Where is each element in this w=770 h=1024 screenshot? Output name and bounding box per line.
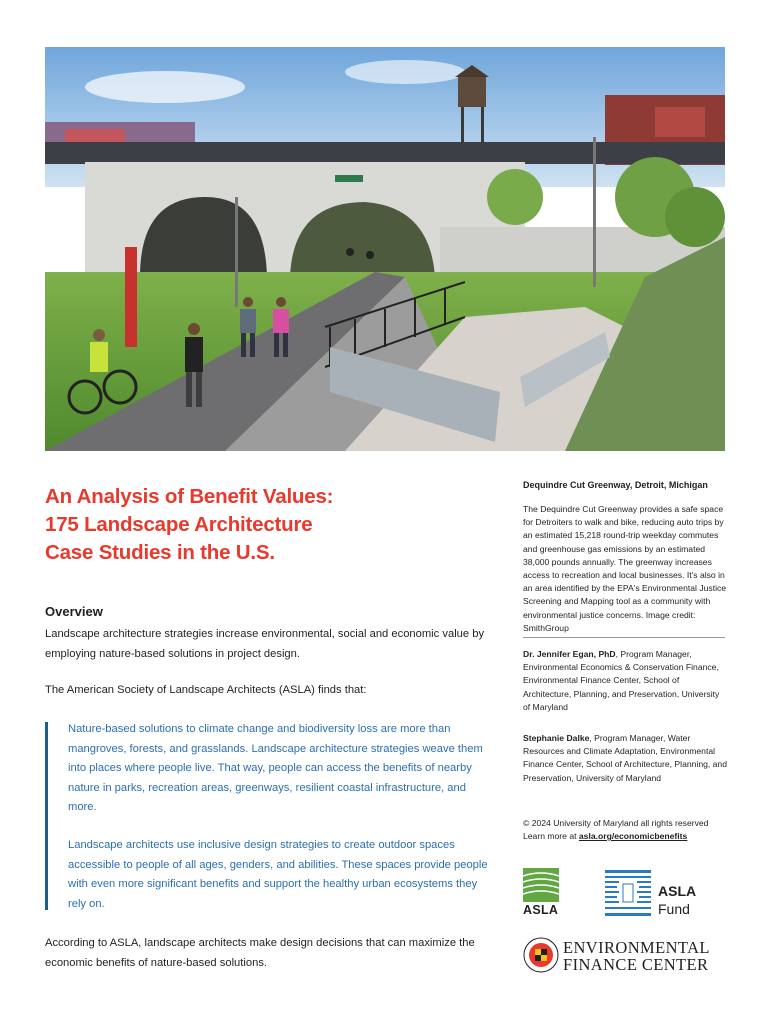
asla-mark-icon [523,868,559,902]
title-line-3: Case Studies in the U.S. [45,541,275,564]
quote-paragraph-2: Landscape architects use inclusive design strategies to create outdoor spaces accessible to people of all ages, genders, and abilities. These spaces provide people with even more significant benefits and support the healthy urban ecosystems they rely on. [68,839,488,910]
overview-paragraph-3: According to ASLA, landscape architects make design decisions that can maximize the economic benefits of nature-based solutions. [45,937,475,969]
emergency-post [125,247,137,347]
efc-line-2: FINANCE CENTER [563,955,709,974]
document-title [45,483,475,567]
caption-title: Dequindre Cut Greenway, Detroit, Michigan [523,480,708,490]
caption-body: The Dequindre Cut Greenway provides a safe space for Detroiters to walk and bike, reducing auto trips by an estimated 15,218 round-trip weekday commutes and greenhouse gas emissions by an estimated 38,000 pounds annually. The greenway increases access to recreation and local businesses. It's also in an area identified by the EPA's Environmental Justice Screening and Mapping tool as a community with environmental justice concerns. Image credit: SmithGroup [523,504,727,633]
efc-logo [523,937,723,979]
efc-line-1: ENVIRONMENTAL [563,938,710,957]
umd-seal-icon [523,937,559,973]
title-line-1: An Analysis of Benefit Values: [45,485,334,508]
learn-more-text: Learn more at [523,831,579,842]
asla-logo [523,868,563,918]
overview-paragraph-2: The American Society of Landscape Architects (ASLA) finds that: [45,684,367,696]
hero-photo [45,47,725,451]
asla-fund-word-1: ASLA [658,883,697,899]
author-1-name: Dr. Jennifer Egan, PhD [523,649,616,659]
asla-fund-logo [603,868,723,918]
learn-more-link[interactable]: asla.org/economicbenefits [578,831,688,842]
sidebar-divider [523,637,725,638]
quote-bar [45,722,48,910]
asla-fund-word-2: Fund [658,901,690,917]
copyright-block [523,817,728,843]
copyright: © 2024 University of Maryland all rights reserved [523,818,709,828]
asla-fund-mark-icon [603,868,653,918]
quote-paragraph-1: Nature-based solutions to climate change and biodiversity loss are more than mangroves, forests, and grasslands. Landscape architecture strategies weave them into places where people live. That way, people can access the benefits of nearby nature in parks, recreation areas, greenways, resilient coastal infrastructure, and more. [68,723,483,813]
author-1-role: , Program Manager, Environmental Economics & Conservation Finance, Environmental Finance Center, School of Architecture, Planning, and Preservation, University of Maryland [523,649,720,712]
greenway-photo-illustration [45,47,725,451]
title-line-2: 175 Landscape Architecture [45,513,313,536]
author-2 [523,732,728,785]
author-1 [523,648,728,714]
author-2-name: Stephanie Dalke [523,733,590,743]
overview-paragraph-1: Landscape architecture strategies increase environmental, social and economic value by employing nature-based solutions in project design. [45,628,485,660]
learn-more [523,830,728,843]
asla-wordmark: ASLA [523,903,559,917]
author-2-role: , Program Manager, Water Resources and Climate Adaptation, Environmental Finance Center, School of Architecture, Planning, and Preservation, University of Maryland [523,733,727,783]
overview-heading: Overview [45,604,103,619]
